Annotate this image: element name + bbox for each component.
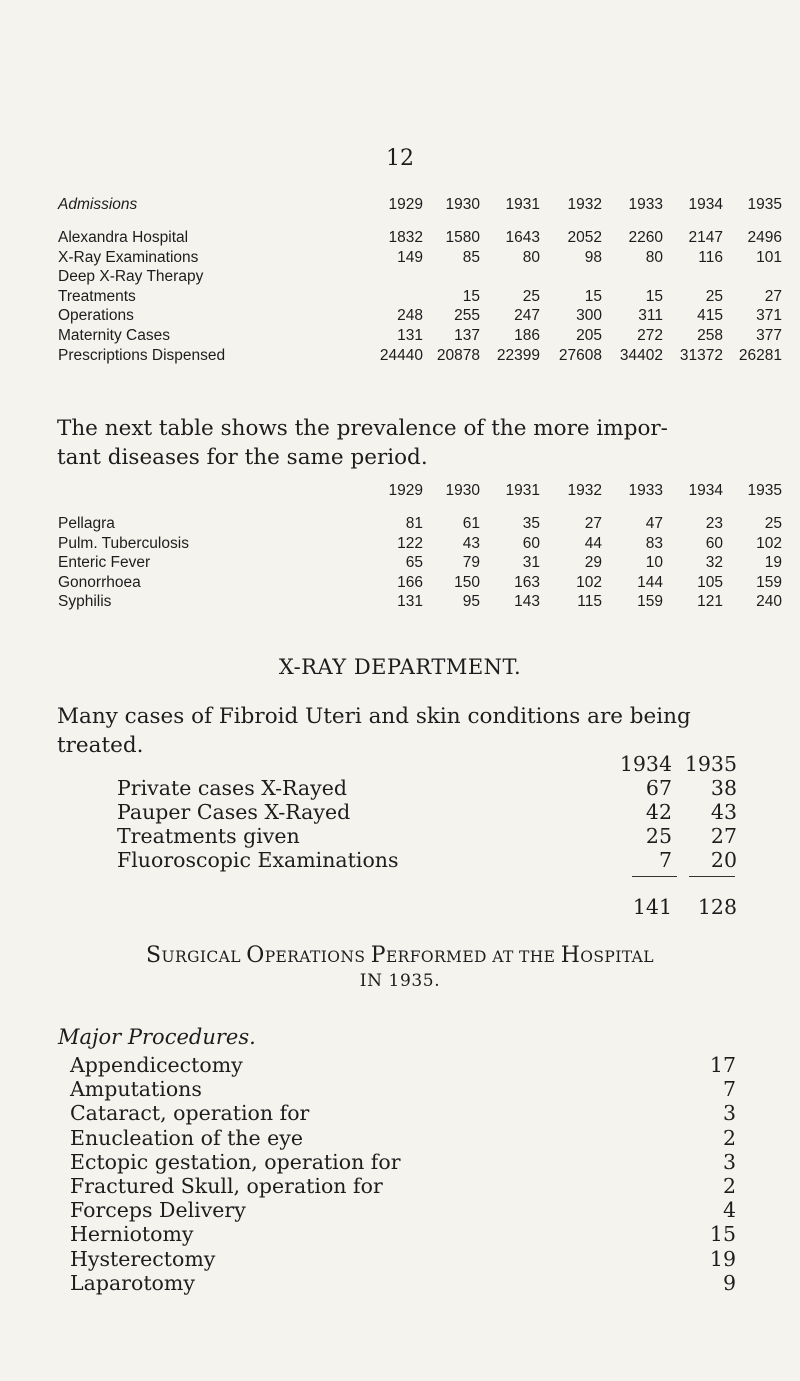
year-header: 1932	[567, 482, 602, 499]
row-value: 19	[764, 554, 782, 571]
row-value: 311	[638, 307, 663, 324]
row-value: 248	[397, 307, 423, 324]
row-value: 65	[405, 554, 423, 571]
surgical-section-title	[0, 943, 800, 968]
year-header: 1935	[747, 196, 782, 213]
row-value: 115	[577, 593, 602, 610]
title-part: O	[246, 943, 265, 968]
year-header: 1929	[388, 482, 423, 499]
row-value: 205	[576, 327, 602, 344]
row-value: 47	[645, 515, 663, 532]
row-label: Gonorrhoea	[58, 574, 141, 591]
row-value: 102	[576, 574, 602, 591]
procedure-count: 15	[709, 1222, 736, 1247]
table-row	[0, 327, 800, 349]
xray-total: 141	[632, 895, 672, 919]
title-part: ERFORMED AT THE	[385, 948, 561, 966]
title-part: H	[560, 943, 581, 968]
row-value: 32	[705, 554, 723, 571]
row-value: 61	[462, 515, 480, 532]
table-row	[0, 824, 800, 846]
row-value: 27	[584, 515, 602, 532]
row-value: 23	[705, 515, 723, 532]
procedure-count: 4	[722, 1198, 736, 1223]
table-row	[0, 776, 800, 798]
row-value: 255	[454, 307, 480, 324]
row-value: 31372	[679, 347, 723, 364]
row-value: 60	[705, 535, 723, 552]
xray-intro-line: treated.	[57, 733, 144, 758]
table-row	[0, 307, 800, 329]
row-value: 150	[454, 574, 480, 591]
prevalence-intro-line: The next table shows the prevalence of the more impor-	[57, 416, 668, 441]
table-row	[0, 347, 800, 369]
year-header: 1929	[388, 196, 423, 213]
procedure-row	[0, 1150, 800, 1172]
procedure-count: 3	[722, 1101, 736, 1126]
procedure-row	[0, 1174, 800, 1196]
row-value: 20	[710, 848, 737, 872]
row-label: Operations	[58, 307, 134, 324]
row-value: 247	[514, 307, 540, 324]
diseases-header-row	[0, 482, 800, 504]
row-value: 2496	[747, 229, 782, 246]
procedure-row	[0, 1053, 800, 1075]
row-value: 121	[697, 593, 723, 610]
row-value: 80	[522, 249, 540, 266]
row-value: 137	[454, 327, 480, 344]
xray-total-row	[0, 895, 800, 917]
row-label: Prescriptions Dispensed	[58, 347, 226, 364]
row-value: 102	[756, 535, 782, 552]
procedure-label: Cataract, operation for	[70, 1101, 310, 1126]
table-row	[0, 229, 800, 251]
row-value: 7	[658, 848, 672, 872]
procedure-label: Herniotomy	[70, 1222, 194, 1247]
table-row	[0, 268, 800, 290]
row-value: 43	[462, 535, 480, 552]
row-value: 131	[397, 327, 423, 344]
procedure-row	[0, 1126, 800, 1148]
table-row	[0, 800, 800, 822]
procedure-label: Appendicectomy	[70, 1053, 243, 1077]
page-number: 12	[386, 146, 414, 171]
title-part: URGICAL	[161, 948, 247, 966]
row-value: 2147	[688, 229, 723, 246]
row-value: 42	[645, 800, 672, 824]
procedure-row	[0, 1077, 800, 1102]
admissions-header-label: Admissions	[58, 196, 138, 213]
row-value: 22399	[496, 347, 540, 364]
procedure-row	[0, 1247, 800, 1269]
row-value: 34402	[619, 347, 663, 364]
total-rule	[689, 876, 735, 877]
surgical-section-subtitle: IN 1935.	[359, 971, 441, 991]
row-value: 27	[710, 824, 737, 848]
row-value: 272	[637, 327, 663, 344]
row-value: 26281	[738, 347, 782, 364]
row-label: Pellagra	[58, 515, 115, 532]
row-value: 2052	[567, 229, 602, 246]
row-value: 131	[397, 593, 423, 610]
procedure-count: 2	[722, 1125, 736, 1150]
year-header: 1935	[684, 752, 737, 776]
row-value: 159	[756, 574, 782, 591]
row-value: 95	[462, 593, 480, 610]
row-value: 240	[756, 593, 782, 610]
total-rule	[632, 876, 677, 877]
table-row	[0, 593, 800, 615]
procedure-row	[0, 1101, 800, 1126]
row-label: Maternity Cases	[58, 327, 170, 344]
year-header: 1934	[688, 482, 723, 499]
procedure-label: Amputations	[70, 1077, 202, 1102]
row-value: 31	[522, 554, 540, 571]
row-value: 101	[756, 249, 782, 266]
row-value: 29	[584, 554, 602, 571]
xray-header-row	[0, 752, 800, 774]
procedure-label: Ectopic gestation, operation for	[70, 1149, 401, 1174]
row-label: Syphilis	[58, 593, 112, 610]
procedure-row	[0, 1222, 800, 1247]
year-header: 1934	[619, 752, 672, 776]
procedure-count: 17	[709, 1053, 736, 1077]
row-value: 149	[397, 249, 423, 266]
title-part: S	[146, 943, 162, 968]
procedure-count: 3	[722, 1149, 736, 1174]
row-value: 25	[522, 288, 540, 305]
row-value: 10	[645, 554, 663, 571]
procedure-count: 2	[722, 1174, 736, 1198]
title-part: OSPITAL	[580, 948, 654, 966]
procedure-count: 7	[722, 1077, 736, 1102]
row-label: Pauper Cases X-Rayed	[117, 800, 351, 824]
row-value: 116	[698, 249, 723, 266]
title-part: PERATIONS	[264, 948, 371, 966]
row-value: 43	[710, 800, 737, 824]
prevalence-intro	[57, 414, 747, 472]
row-value: 144	[637, 574, 663, 591]
major-procedures-heading: Major Procedures.	[58, 1025, 256, 1049]
row-value: 122	[397, 535, 423, 552]
row-value: 15	[645, 288, 663, 305]
row-value: 1832	[388, 229, 423, 246]
row-value: 25	[764, 515, 782, 532]
row-label: Pulm. Tuberculosis	[58, 535, 189, 552]
procedure-label: Enucleation of the eye	[70, 1125, 303, 1150]
procedure-label: Forceps Delivery	[70, 1198, 246, 1223]
row-value: 85	[462, 249, 480, 266]
row-value: 371	[756, 307, 782, 324]
procedure-row	[0, 1198, 800, 1223]
row-label: Treatments	[58, 288, 136, 305]
row-value: 79	[462, 554, 480, 571]
row-value: 81	[405, 515, 423, 532]
row-value: 27608	[558, 347, 602, 364]
row-label: Private cases X-Rayed	[117, 776, 347, 800]
procedure-label: Fractured Skull, operation for	[70, 1174, 383, 1198]
year-header: 1930	[445, 482, 480, 499]
xray-total: 128	[697, 895, 737, 919]
row-label: Deep X-Ray Therapy	[58, 268, 204, 285]
row-value: 15	[584, 288, 602, 305]
row-value: 20878	[436, 347, 480, 364]
table-row	[0, 515, 800, 537]
row-label: Enteric Fever	[58, 554, 151, 571]
procedure-count: 19	[709, 1246, 736, 1271]
row-label: Treatments given	[117, 824, 300, 848]
row-value: 98	[584, 249, 602, 266]
row-value: 105	[697, 574, 723, 591]
procedure-row	[0, 1271, 800, 1293]
year-header: 1935	[747, 482, 782, 499]
row-value: 25	[645, 824, 672, 848]
row-value: 163	[514, 574, 540, 591]
row-value: 80	[645, 249, 663, 266]
row-value: 25	[705, 288, 723, 305]
row-value: 60	[522, 535, 540, 552]
row-value: 143	[514, 593, 540, 610]
row-value: 15	[462, 288, 480, 305]
row-value: 1580	[445, 229, 480, 246]
year-header: 1932	[567, 196, 602, 213]
admissions-header-row	[0, 196, 800, 218]
year-header: 1931	[505, 482, 540, 499]
row-value: 2260	[628, 229, 663, 246]
table-row	[0, 554, 800, 576]
year-header: 1933	[628, 482, 663, 499]
year-header: 1933	[628, 196, 663, 213]
xray-intro-line: Many cases of Fibroid Uteri and skin conditions are being	[57, 704, 691, 729]
row-value: 35	[522, 515, 540, 532]
row-value: 24440	[379, 347, 423, 364]
procedure-label: Laparotomy	[70, 1270, 195, 1295]
row-value: 159	[637, 593, 663, 610]
year-header: 1934	[688, 196, 723, 213]
row-label: Fluoroscopic Examinations	[117, 848, 399, 872]
prevalence-intro-line: tant diseases for the same period.	[57, 445, 428, 470]
row-value: 38	[710, 776, 737, 800]
row-value: 186	[514, 327, 540, 344]
year-header: 1930	[445, 196, 480, 213]
row-value: 377	[756, 327, 782, 344]
row-label: X-Ray Examinations	[58, 249, 199, 266]
row-value: 27	[764, 288, 782, 305]
row-value: 300	[576, 307, 602, 324]
table-row	[0, 848, 800, 870]
title-part: P	[370, 943, 386, 968]
row-value: 67	[645, 776, 672, 800]
row-value: 415	[697, 307, 723, 324]
year-header: 1931	[505, 196, 540, 213]
row-label: Alexandra Hospital	[58, 229, 189, 246]
row-value: 1643	[505, 229, 540, 246]
row-value: 258	[697, 327, 723, 344]
row-value: 83	[645, 535, 663, 552]
procedure-count: 9	[722, 1270, 736, 1295]
procedure-label: Hysterectomy	[70, 1246, 216, 1271]
xray-section-title: X-RAY DEPARTMENT.	[278, 655, 522, 679]
row-value: 166	[397, 574, 423, 591]
row-value: 44	[584, 535, 602, 552]
